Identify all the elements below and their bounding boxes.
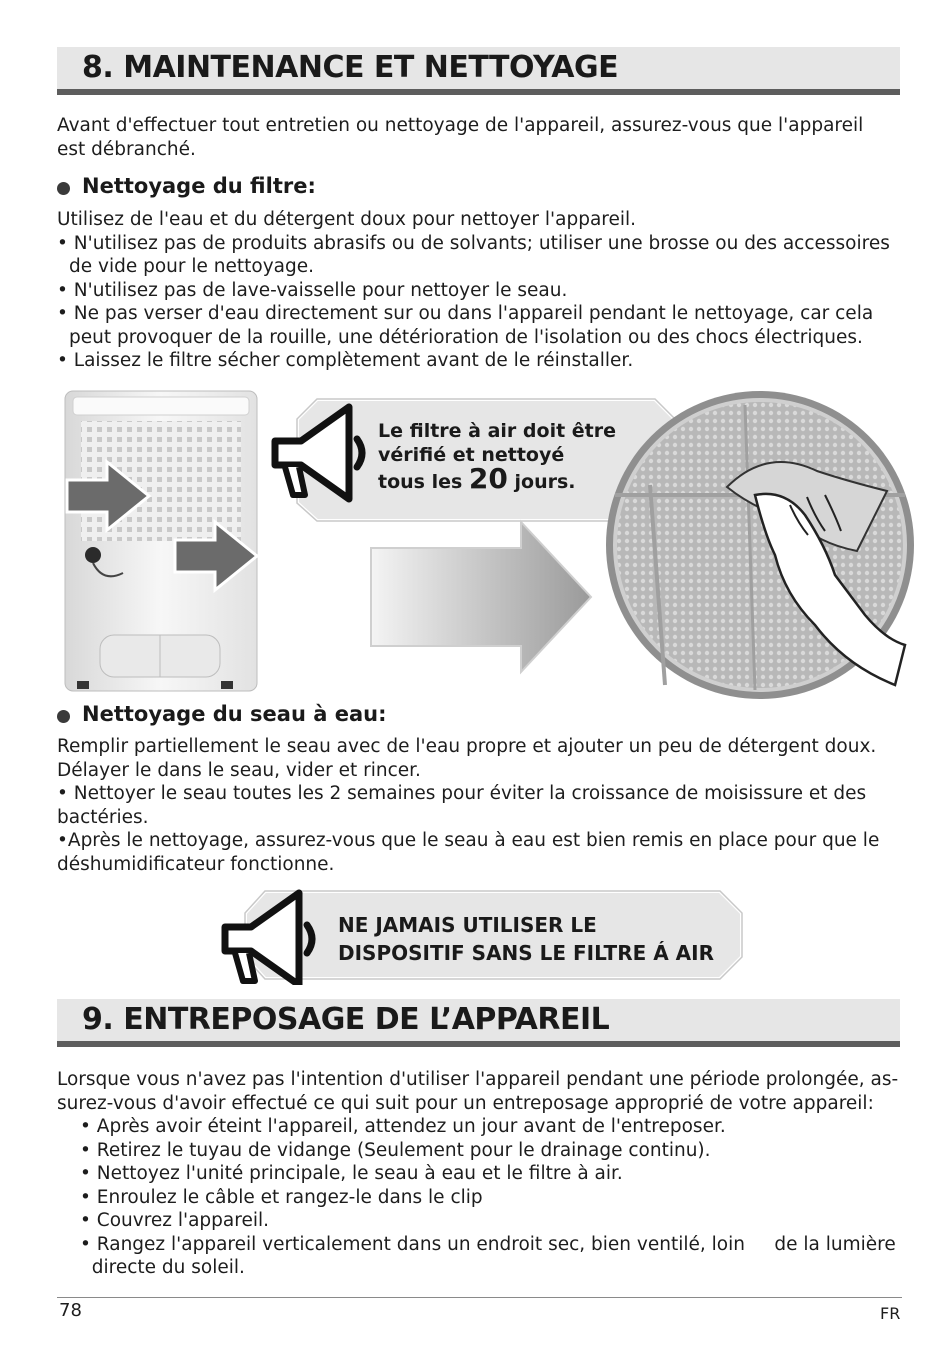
page-number: 78 — [59, 1300, 82, 1321]
list-item: • Couvrez l'appareil. — [80, 1210, 270, 1231]
arrow-icon — [371, 522, 591, 672]
bucket-line: • Nettoyer le seau toutes les 2 semaines pour éviter la croissance de moisissure et des — [57, 783, 867, 804]
bucket-text — [57, 735, 879, 876]
bullet-dot — [57, 710, 70, 723]
warning-line: DISPOSITIF SANS LE FILTRE Á AIR — [338, 941, 714, 965]
bucket-line: Délayer le dans le seau, vider et rincer. — [57, 759, 421, 781]
section-8-title: 8. MAINTENANCE ET NETTOYAGE — [82, 50, 619, 85]
intro-line: surez-vous d'avoir effectué ce qui suit pour un entreposage approprié de votre appareil: — [57, 1092, 874, 1114]
interval-number: 20 — [468, 462, 508, 495]
filter-heading: Nettoyage du filtre: — [82, 174, 316, 198]
filter-line: • Laissez le filtre sécher complètement avant de le réinstaller. — [57, 350, 634, 371]
bucket-line: bactéries. — [57, 806, 149, 828]
section-9-intro — [57, 1068, 898, 1115]
list-item: directe du soleil. — [80, 1257, 245, 1278]
footer-rule — [57, 1297, 902, 1298]
bucket-line: Remplir partiellement le seau avec de l'eau propre et ajouter un peu de détergent doux. — [57, 736, 877, 757]
warning-line: NE JAMAIS UTILISER LE — [338, 913, 597, 937]
bucket-line: déshumidificateur fonctionne. — [57, 853, 335, 875]
intro-line: Lorsque vous n'avez pas l'intention d'utiliser l'appareil pendant une période prolongée, as- — [57, 1069, 899, 1090]
filter-line: peut provoquer de la rouille, une détérioration de l'isolation ou des chocs électriques. — [69, 326, 863, 348]
warning-text — [338, 911, 714, 967]
list-item: • Enroulez le câble et rangez-le dans le clip — [80, 1186, 483, 1208]
section-8-intro — [57, 114, 863, 161]
callout-line: vérifié et nettoyé — [378, 444, 565, 466]
bullet-dot — [57, 182, 70, 195]
filter-line: de vide pour le nettoyage. — [69, 256, 314, 277]
section-9-title: 9. ENTREPOSAGE DE L’APPAREIL — [82, 1002, 610, 1037]
filter-line: • Ne pas verser d'eau directement sur ou dans l'appareil pendant le nettoyage, car cela — [57, 303, 874, 324]
intro-line: est débranché. — [57, 138, 196, 160]
list-item: • Rangez l'appareil verticalement dans un endroit sec, bien ventilé, loin de la lumière — [80, 1233, 896, 1255]
callout-line: tous les 20 jours. — [378, 462, 576, 495]
callout-line: Le filtre à air doit être — [378, 420, 617, 442]
intro-line: Avant d'effectuer tout entretien ou nettoyage de l'appareil, assurez-vous que l'appareil — [57, 115, 864, 136]
bucket-heading: Nettoyage du seau à eau: — [82, 702, 387, 726]
bucket-line: •Après le nettoyage, assurez-vous que le seau à eau est bien remis en place pour que le — [57, 830, 880, 851]
filter-line: Utilisez de l'eau et du détergent doux pour nettoyer l'appareil. — [57, 209, 637, 230]
language-code: FR — [880, 1304, 901, 1323]
filter-line: • N'utilisez pas de lave-vaisselle pour nettoyer le seau. — [57, 279, 568, 301]
section-9-header — [57, 999, 900, 1047]
filter-line: • N'utilisez pas de produits abrasifs ou de solvants; utiliser une brosse ou des accessoires — [57, 232, 890, 254]
callout-text — [378, 419, 616, 494]
filter-text — [57, 208, 890, 373]
list-item: • Après avoir éteint l'appareil, attendez un jour avant de l'entreposer. — [80, 1116, 726, 1137]
storage-list — [80, 1115, 896, 1280]
section-8-header — [57, 47, 900, 95]
list-item: • Nettoyez l'unité principale, le seau à eau et le filtre à air. — [80, 1163, 623, 1184]
list-item: • Retirez le tuyau de vidange (Seulement pour le drainage continu). — [80, 1139, 711, 1161]
